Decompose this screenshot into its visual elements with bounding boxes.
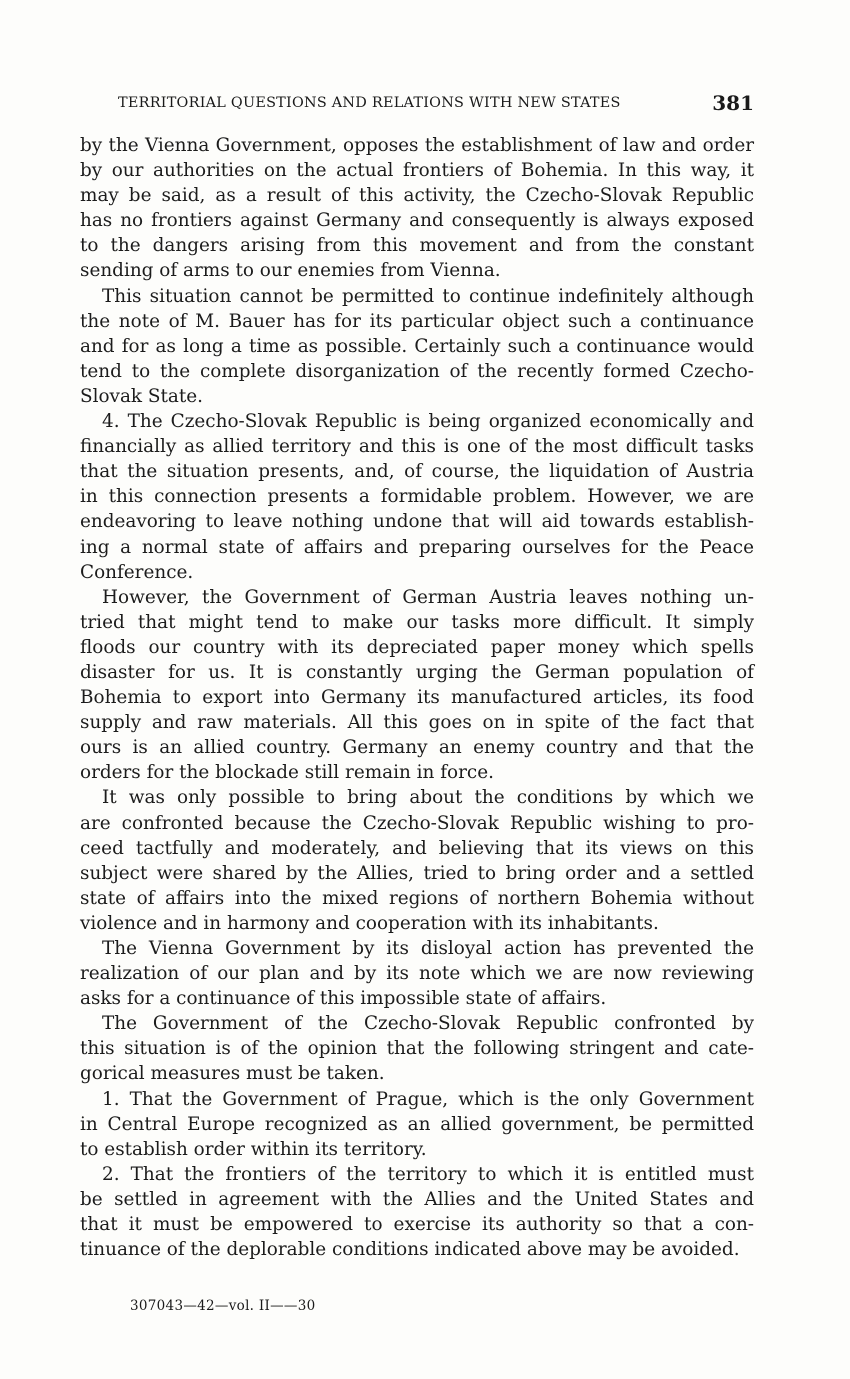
page-number: 381 bbox=[712, 91, 754, 115]
text-line: be settled in agreement with the Allies and the United States and bbox=[80, 1188, 754, 1210]
body-text bbox=[80, 133, 754, 1262]
text-line: and for as long a time as possible. Certainly such a continuance would bbox=[80, 335, 754, 357]
text-line: financially as allied territory and this is one of the most difficult tasks bbox=[80, 436, 754, 458]
text-line: are confronted because the Czecho-Slovak Republic wishing to pro- bbox=[80, 812, 754, 834]
text-line: tend to the complete disorganization of the recently formed Czecho- bbox=[80, 360, 754, 382]
paragraph bbox=[80, 133, 754, 284]
text-line: ours is an allied country. Germany an enemy country and that the bbox=[80, 737, 754, 759]
paragraph bbox=[80, 409, 754, 585]
text-line: has no frontiers against Germany and consequently is always exposed bbox=[80, 210, 754, 232]
text-line: The Vienna Government by its disloyal action has prevented the bbox=[102, 938, 754, 959]
text-line: ceed tactfully and moderately, and believing that its views on this bbox=[80, 837, 754, 859]
paragraph bbox=[80, 585, 754, 786]
text-line: sending of arms to our enemies from Vienna. bbox=[80, 260, 501, 282]
text-line: floods our country with its depreciated paper money which spells bbox=[80, 636, 754, 658]
text-line: to establish order within its territory. bbox=[80, 1138, 427, 1160]
text-line: 1. That the Government of Prague, which is the only Government bbox=[102, 1088, 754, 1110]
text-line: 2. That the frontiers of the territory to which it is entitled must bbox=[102, 1163, 754, 1185]
text-line: in this connection presents a formidable problem. However, we are bbox=[80, 486, 754, 508]
paragraph bbox=[80, 284, 754, 409]
text-line: ing a normal state of affairs and preparing ourselves for the Peace bbox=[80, 536, 754, 558]
text-line: state of affairs into the mixed regions of northern Bohemia without bbox=[80, 887, 754, 909]
text-line: asks for a continuance of this impossible state of affairs. bbox=[80, 988, 607, 1010]
text-line: Slovak State. bbox=[80, 385, 203, 407]
text-line: 4. The Czecho-Slovak Republic is being organized economically and bbox=[102, 411, 754, 433]
text-line: that the situation presents, and, of course, the liquidation of Austria bbox=[80, 461, 754, 483]
text-line: orders for the blockade still remain in force. bbox=[80, 762, 494, 784]
running-header bbox=[118, 91, 754, 117]
paragraph bbox=[80, 1162, 754, 1262]
printer-signature-line: 307043—42—vol. II——30 bbox=[130, 1298, 316, 1314]
text-line: realization of our plan and by its note which we are now reviewing bbox=[80, 963, 754, 985]
text-line: endeavoring to leave nothing undone that will aid towards establish- bbox=[80, 511, 754, 533]
text-line: in Central Europe recognized as an allied government, be permitted bbox=[80, 1113, 754, 1135]
text-line: the note of M. Bauer has for its particular object such a continuance bbox=[80, 310, 754, 332]
text-line: Bohemia to export into Germany its manufactured articles, its food bbox=[80, 687, 754, 709]
text-line: may be said, as a result of this activity, the Czecho-Slovak Republic bbox=[80, 185, 754, 207]
paragraph bbox=[80, 1011, 754, 1086]
text-line: This situation cannot be permitted to continue indefinitely although bbox=[102, 285, 754, 307]
text-line: violence and in harmony and cooperation with its inhabitants. bbox=[80, 912, 659, 934]
text-line: this situation is of the opinion that the following stringent and cate- bbox=[80, 1038, 754, 1060]
text-line: tried that might tend to make our tasks more difficult. It simply bbox=[80, 611, 754, 633]
text-line: It was only possible to bring about the conditions by which we bbox=[102, 787, 754, 809]
text-line: to the dangers arising from this movement and from the constant bbox=[80, 235, 754, 257]
paragraph bbox=[80, 936, 754, 1011]
text-line: by our authorities on the actual frontiers of Bohemia. In this way, it bbox=[80, 160, 754, 182]
text-line: tinuance of the deplorable conditions indicated above may be avoided. bbox=[80, 1239, 740, 1261]
text-line: by the Vienna Government, opposes the establishment of law and order bbox=[80, 135, 754, 156]
text-line: The Government of the Czecho-Slovak Republic confronted by bbox=[102, 1013, 754, 1035]
text-line: gorical measures must be taken. bbox=[80, 1063, 385, 1085]
text-line: that it must be empowered to exercise its authority so that a con- bbox=[80, 1214, 754, 1236]
text-line: disaster for us. It is constantly urging the German population of bbox=[80, 661, 754, 683]
paragraph bbox=[80, 1087, 754, 1162]
text-line: supply and raw materials. All this goes on in spite of the fact that bbox=[80, 712, 754, 734]
text-line: subject were shared by the Allies, tried to bring order and a settled bbox=[80, 862, 754, 884]
running-title: TERRITORIAL QUESTIONS AND RELATIONS WITH NEW STATES bbox=[118, 95, 621, 111]
paragraph bbox=[80, 785, 754, 936]
text-line: However, the Government of German Austria leaves nothing un- bbox=[102, 586, 754, 608]
text-line: Conference. bbox=[80, 561, 194, 583]
